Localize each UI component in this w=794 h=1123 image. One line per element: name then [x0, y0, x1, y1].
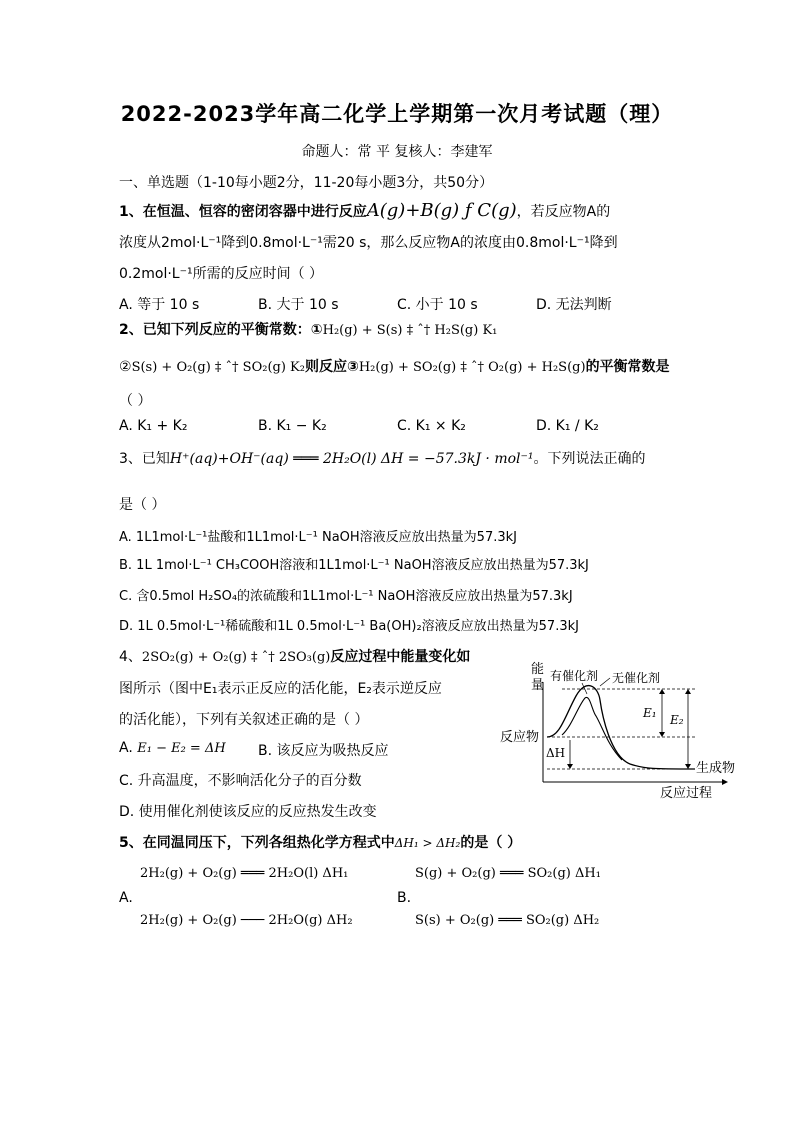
- q2-text-b: 则反应③: [304, 359, 359, 375]
- q1-option-d[interactable]: D. 无法判断: [536, 297, 612, 313]
- q2-line1: [119, 319, 497, 339]
- q5-condition: ΔH₁ > ΔH₂: [394, 836, 461, 850]
- catalyzed-label: 有催化剂: [550, 669, 599, 683]
- q3-option-a[interactable]: A. 1L1mol·L⁻¹盐酸和1L1mol·L⁻¹ NaOH溶液反应放出热量为57.3kJ: [119, 530, 517, 545]
- q5-b-eq1: S(g) + O₂(g) ═══ SO₂(g) ΔH₁: [415, 866, 601, 881]
- q2-option-b[interactable]: B. K₁ − K₂: [258, 418, 327, 434]
- authors: 命题人：常 平 复核人：李建军: [301, 144, 493, 160]
- q1-option-a[interactable]: A. 等于 10 s: [119, 297, 200, 313]
- q2-option-a[interactable]: A. K₁ + K₂: [119, 418, 188, 434]
- q4-option-b[interactable]: B. 该反应为吸热反应: [258, 743, 389, 759]
- q4-text-b: 反应过程中能量变化如: [330, 649, 471, 665]
- q5-text-a: 5、在同温同压下，下列各组热化学方程式中: [119, 835, 395, 851]
- q1-line1: [119, 200, 610, 221]
- q1-reaction: A(g)+B(g) ƒ C(g): [366, 200, 517, 221]
- q1-text-b: ，若反应物A的: [516, 204, 611, 220]
- reactant-label: 反应物: [500, 730, 540, 745]
- q3-line1: [119, 448, 646, 468]
- q5-option-a[interactable]: A.: [119, 890, 133, 906]
- e2-arrow-head: [685, 689, 691, 694]
- uncatalyzed-curve: [547, 686, 695, 769]
- q2-eq1: H₂(g) + S(s) ‡ ˆ† H₂S(g) K₁: [322, 323, 498, 338]
- q4-option-a[interactable]: [119, 740, 226, 756]
- q1-option-b[interactable]: B. 大于 10 s: [258, 297, 339, 313]
- product-label: 生成物: [696, 761, 736, 776]
- q5-a-eq2: 2H₂(g) + O₂(g) ─── 2H₂O(g) ΔH₂: [140, 913, 353, 928]
- q2-circle-2: ②: [119, 359, 132, 375]
- q2-line2: [119, 356, 670, 376]
- e1-arrow-head: [659, 689, 665, 694]
- q3-option-b[interactable]: B. 1L 1mol·L⁻¹ CH₃COOH溶液和1L1mol·L⁻¹ NaOH溶液反应放出热量为57.3kJ: [119, 558, 589, 573]
- dh-arrow-head: [567, 764, 573, 769]
- q4-equation: 2SO₂(g) + O₂(g) ‡ ˆ† 2SO₃(g): [141, 650, 331, 665]
- e1-arrow-tail: [659, 732, 665, 737]
- q4-line1: [119, 646, 470, 666]
- catalyzed-pointer: [582, 683, 587, 694]
- q4-line3: 的活化能），下列有关叙述正确的是（ ）: [119, 712, 369, 728]
- q3-option-c[interactable]: C. 含0.5mol H₂SO₄的浓硫酸和1L1mol·L⁻¹ NaOH溶液反应放出热量为57.3kJ: [119, 589, 573, 604]
- q5-line1: [119, 832, 521, 852]
- q5-text-b: 的是（ ）: [460, 835, 522, 851]
- q2-option-d[interactable]: D. K₁ / K₂: [536, 418, 599, 434]
- page-title: 2022-2023学年高二化学上学期第一次月考试题（理）: [120, 102, 674, 126]
- e2-label: E₂: [670, 713, 684, 727]
- q2-text-a: 2、已知下列反应的平衡常数：①: [119, 322, 323, 338]
- section-heading: 一、单选题（1-10每小题2分，11-20每小题3分，共50分）: [119, 175, 494, 191]
- uncatalyzed-pointer: [600, 678, 610, 686]
- q2-option-c[interactable]: C. K₁ × K₂: [397, 418, 466, 434]
- q4-option-c[interactable]: C. 升高温度，不影响活化分子的百分数: [119, 773, 362, 789]
- energy-diagram: [490, 656, 746, 802]
- q2-eq3: H₂(g) + SO₂(g) ‡ ˆ† O₂(g) + H₂S(g): [358, 360, 586, 375]
- q5-a-eq1: 2H₂(g) + O₂(g) ═══ 2H₂O(l) ΔH₁: [140, 866, 349, 881]
- x-axis-label: 反应过程: [660, 786, 713, 801]
- q3-text-b: 。下列说法正确的: [533, 451, 646, 467]
- q2-eq2: S(s) + O₂(g) ‡ ˆ† SO₂(g) K₂: [131, 360, 305, 375]
- q1-line2: 浓度从2mol·L⁻¹降到0.8mol·L⁻¹需20 s，那么反应物A的浓度由0.8mol·L⁻¹降到: [119, 235, 618, 251]
- q4-option-a-math: E₁ − E₂ = ΔH: [137, 741, 226, 756]
- e2-arrow-tail: [685, 764, 691, 769]
- q4-option-d[interactable]: D. 使用催化剂使该反应的反应热发生改变: [119, 804, 377, 820]
- uncatalyzed-label: 无催化剂: [612, 671, 661, 685]
- q3-equation: H⁺(aq)+OH⁻(aq) ═══ 2H₂O(l) ΔH = −57.3kJ · mol⁻¹: [169, 451, 534, 467]
- dh-label: ΔH: [546, 746, 566, 760]
- q4-option-a-label: A.: [119, 740, 133, 756]
- q2-text-c: 的平衡常数是: [585, 359, 670, 375]
- q1-text-a: 1、在恒温、恒容的密闭容器中进行反应: [119, 204, 367, 220]
- x-axis-arrow: [722, 779, 728, 785]
- q2-line3: （ ）: [119, 393, 152, 409]
- q4-line2: 图所示（图中E₁表示正反应的活化能，E₂表示逆反应: [119, 681, 442, 697]
- q5-b-eq2: S(s) + O₂(g) ═══ SO₂(g) ΔH₂: [415, 913, 600, 928]
- q4-text-a: 4、: [119, 649, 142, 665]
- q3-option-d[interactable]: D. 1L 0.5mol·L⁻¹稀硫酸和1L 0.5mol·L⁻¹ Ba(OH)₂溶液反应放出热量为57.3kJ: [119, 619, 579, 634]
- q3-text-a: 3、已知: [119, 451, 170, 467]
- y-axis-label-2: 量: [531, 678, 545, 693]
- e1-label: E₁: [643, 706, 657, 720]
- y-axis-label-1: 能: [531, 662, 545, 677]
- q3-line2: 是（ ）: [119, 497, 166, 513]
- q5-option-b[interactable]: B.: [397, 890, 412, 906]
- q1-line3: 0.2mol·L⁻¹所需的反应时间（ ）: [119, 266, 324, 282]
- q1-option-c[interactable]: C. 小于 10 s: [397, 297, 478, 313]
